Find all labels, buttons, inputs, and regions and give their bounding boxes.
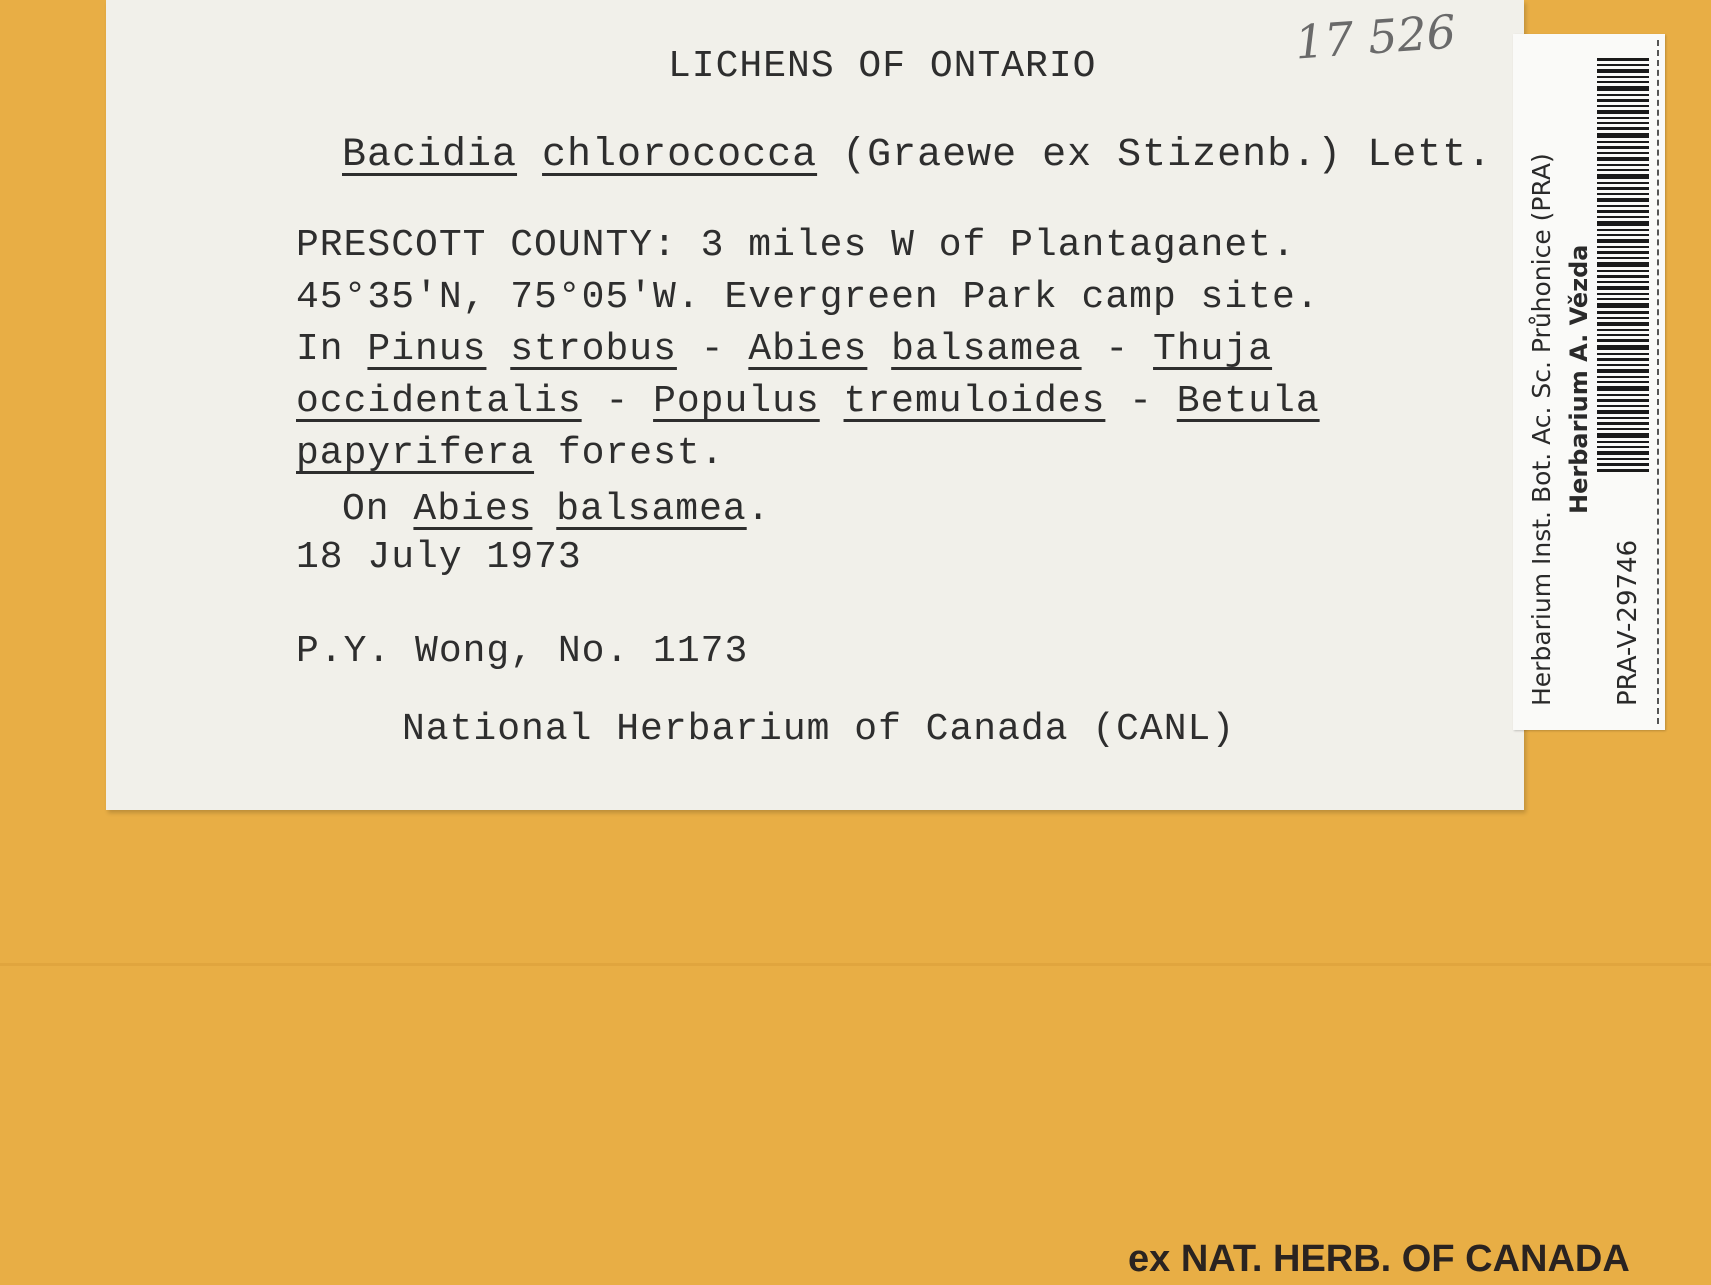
- betula: Betula: [1176, 380, 1320, 423]
- herbarium-sticker: [1513, 34, 1665, 730]
- collection-date: 18 July 1973: [296, 536, 582, 579]
- specimen-label: [106, 0, 1524, 810]
- dash: -: [1105, 380, 1177, 423]
- genus: Bacidia: [342, 133, 518, 178]
- collection-text: Herbarium A. Vězda: [1565, 244, 1593, 514]
- accession-number: PRA-V-29746: [1613, 539, 1643, 706]
- latitude: 45°35'N,: [296, 276, 511, 319]
- label-heading: LICHENS OF ONTARIO: [668, 45, 1097, 88]
- substrate-line: [342, 488, 771, 531]
- abies: Abies: [748, 328, 868, 371]
- substrate-abies: Abies: [413, 488, 533, 531]
- folder-fold-line: [0, 963, 1711, 966]
- dash: -: [581, 380, 654, 423]
- canada-stamp: [1128, 1238, 1630, 1281]
- tremuloides: tremuloides: [843, 380, 1106, 423]
- locality-line-2: [296, 276, 1320, 319]
- papyrifera: papyrifera: [296, 432, 535, 475]
- stamp-prefix: ex: [1128, 1238, 1181, 1280]
- locality-line-4: [296, 380, 1320, 423]
- thuja: Thuja: [1153, 328, 1273, 371]
- locality-line-5: [296, 432, 724, 475]
- institution-text: Herbarium Inst. Bot. Ac. Sc. Průhonice (PRA): [1527, 153, 1556, 706]
- text-in: In: [296, 328, 368, 371]
- substrate-balsamea: balsamea: [556, 488, 747, 531]
- strobus: strobus: [510, 328, 677, 371]
- balsamea: balsamea: [891, 328, 1082, 371]
- forest: forest.: [534, 432, 725, 475]
- species-epithet: chlorococca: [542, 133, 818, 178]
- dash: -: [1081, 328, 1154, 371]
- herbarium-line: National Herbarium of Canada (CANL): [402, 708, 1236, 751]
- stamp-text: NAT. HERB. OF CANADA: [1180, 1238, 1630, 1280]
- locality-line-3: [296, 328, 1272, 371]
- collector: P.Y. Wong, No. 1173: [296, 630, 749, 673]
- longitude: 75°05'W.: [510, 276, 701, 319]
- text-on: On: [342, 488, 414, 531]
- occidentalis: occidentalis: [296, 380, 582, 423]
- sticker-dashed-border: [1657, 40, 1659, 724]
- populus: Populus: [653, 380, 820, 423]
- pinus: Pinus: [367, 328, 487, 371]
- dash: -: [676, 328, 749, 371]
- locality-line-1: PRESCOTT COUNTY: 3 miles W of Plantaganet.: [296, 224, 1296, 267]
- taxon-name: [342, 133, 1492, 178]
- site-name: Evergreen Park camp site.: [700, 276, 1320, 319]
- handwritten-number: 17 526: [1293, 4, 1458, 70]
- taxon-authority: (Graewe ex Stizenb.) Lett.: [842, 133, 1493, 178]
- period: .: [746, 488, 771, 531]
- barcode-icon: [1597, 56, 1649, 474]
